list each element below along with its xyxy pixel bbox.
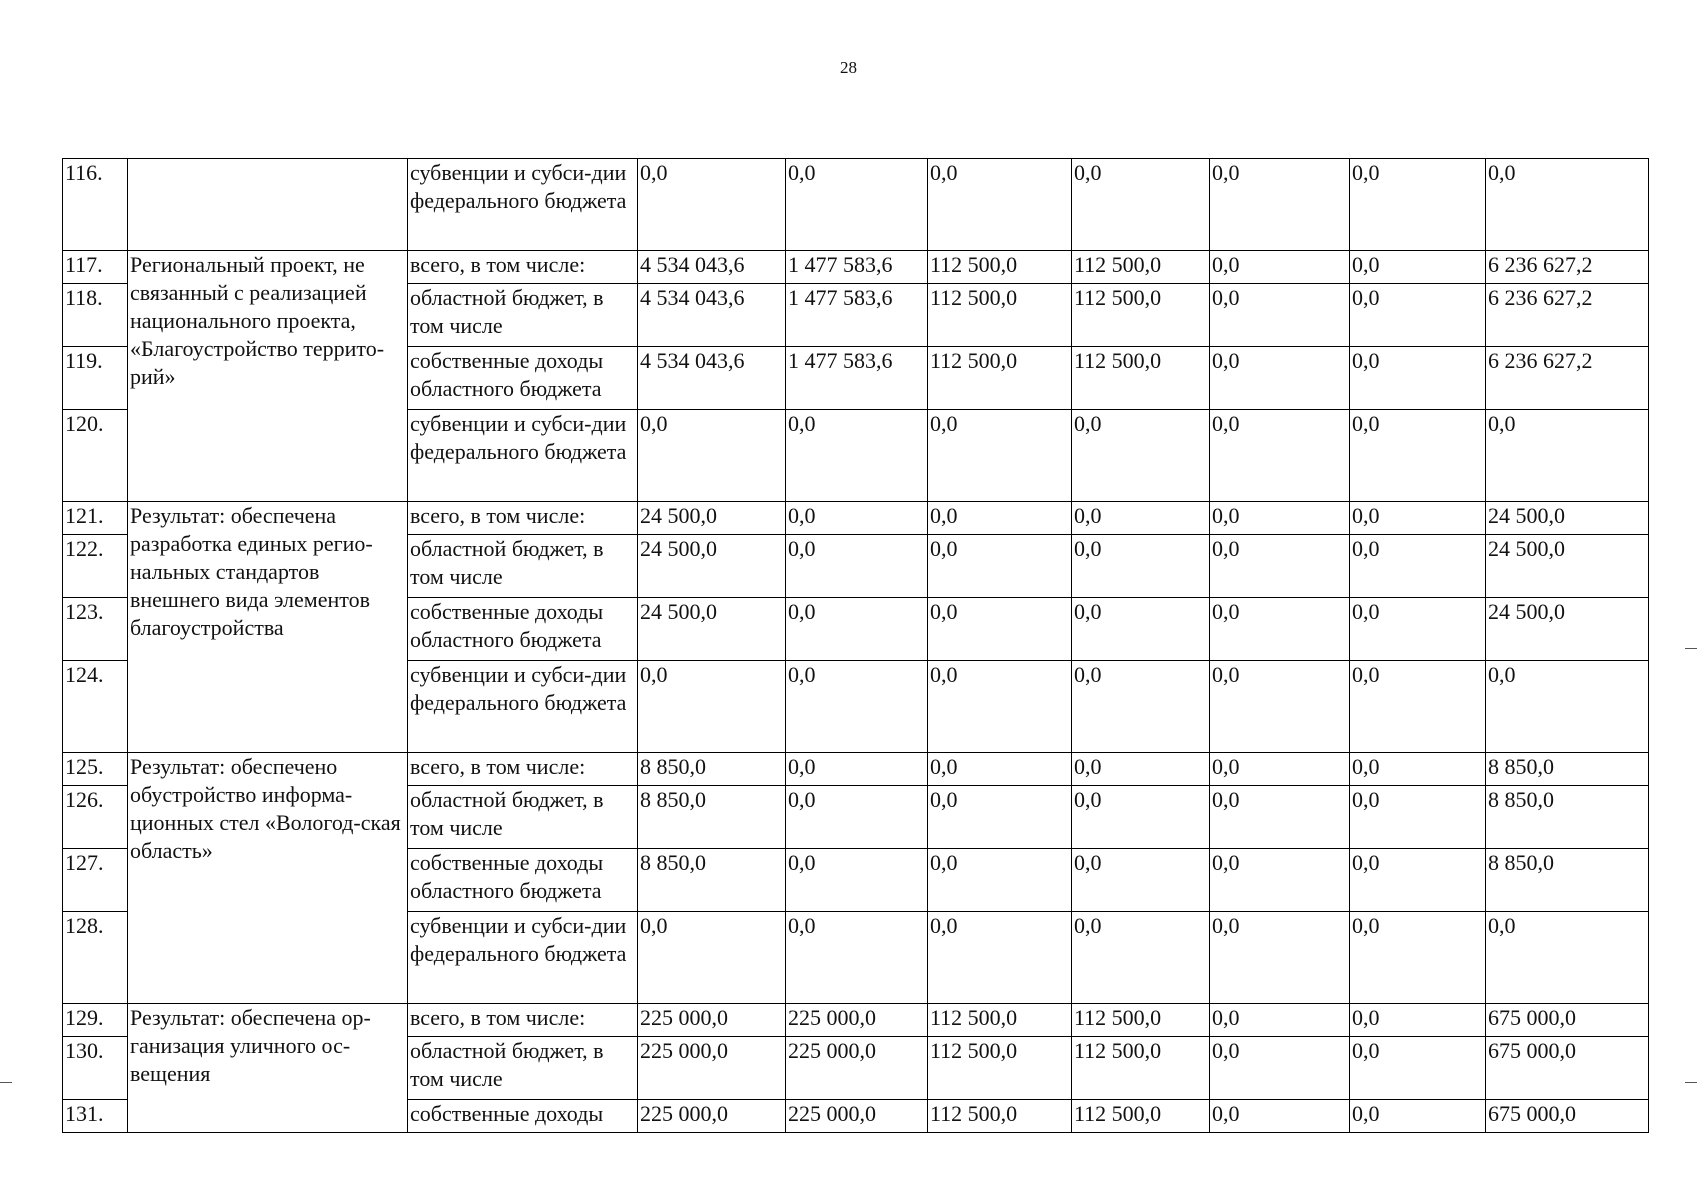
value-cell: 0,0 [1350,502,1486,535]
value-cell: 0,0 [638,912,786,1004]
value-cell: 225 000,0 [638,1100,786,1133]
total-cell: 0,0 [1486,912,1649,1004]
value-cell: 0,0 [1210,753,1350,786]
value-cell: 0,0 [1350,1004,1486,1037]
value-cell: 0,0 [1072,753,1210,786]
funding-source: собственные доходы областного бюджета [408,849,638,912]
value-cell: 0,0 [786,535,928,598]
value-cell: 0,0 [786,410,928,502]
value-cell: 8 850,0 [638,753,786,786]
row-number: 117. [63,251,128,284]
funding-source: собственные доходы областного бюджета [408,347,638,410]
row-number: 119. [63,347,128,410]
table-row [63,251,1649,284]
funding-source: всего, в том числе: [408,753,638,786]
value-cell: 0,0 [638,410,786,502]
funding-source: всего, в том числе: [408,251,638,284]
value-cell: 112 500,0 [1072,1100,1210,1133]
scan-edge-mark [1685,1082,1697,1083]
row-number: 131. [63,1100,128,1133]
value-cell: 1 477 583,6 [786,284,928,347]
value-cell: 0,0 [786,159,928,251]
value-cell: 112 500,0 [1072,1004,1210,1037]
value-cell: 0,0 [1072,535,1210,598]
funding-source: собственные доходы областного бюджета [408,598,638,661]
value-cell: 0,0 [1350,251,1486,284]
value-cell: 112 500,0 [928,1100,1072,1133]
value-cell: 4 534 043,6 [638,251,786,284]
total-cell: 6 236 627,2 [1486,347,1649,410]
value-cell: 0,0 [1072,598,1210,661]
value-cell: 0,0 [928,535,1072,598]
funding-source: всего, в том числе: [408,1004,638,1037]
value-cell: 0,0 [1210,912,1350,1004]
value-cell: 0,0 [928,410,1072,502]
value-cell: 0,0 [1210,598,1350,661]
value-cell: 0,0 [1072,159,1210,251]
value-cell: 0,0 [1350,1037,1486,1100]
value-cell: 0,0 [1072,786,1210,849]
value-cell: 0,0 [1210,535,1350,598]
row-number: 116. [63,159,128,251]
total-cell: 675 000,0 [1486,1100,1649,1133]
row-number: 127. [63,849,128,912]
value-cell: 0,0 [1072,849,1210,912]
total-cell: 0,0 [1486,159,1649,251]
total-cell: 8 850,0 [1486,786,1649,849]
funding-source: областной бюджет, в том числе [408,786,638,849]
value-cell: 225 000,0 [786,1004,928,1037]
value-cell: 112 500,0 [928,1037,1072,1100]
value-cell: 0,0 [928,159,1072,251]
value-cell: 0,0 [1350,1100,1486,1133]
value-cell: 0,0 [1350,849,1486,912]
value-cell: 0,0 [1210,251,1350,284]
total-cell: 675 000,0 [1486,1004,1649,1037]
value-cell: 0,0 [928,753,1072,786]
value-cell: 0,0 [1350,661,1486,753]
value-cell: 8 850,0 [638,786,786,849]
value-cell: 0,0 [1350,159,1486,251]
value-cell: 8 850,0 [638,849,786,912]
value-cell: 0,0 [638,661,786,753]
value-cell: 0,0 [1350,347,1486,410]
row-number: 120. [63,410,128,502]
value-cell: 0,0 [928,598,1072,661]
row-name: Результат: обеспечена ор-ганизация уличного ос-вещения [128,1004,408,1133]
row-number: 124. [63,661,128,753]
value-cell: 0,0 [786,786,928,849]
row-number: 121. [63,502,128,535]
value-cell: 112 500,0 [928,251,1072,284]
value-cell: 1 477 583,6 [786,251,928,284]
value-cell: 0,0 [1210,502,1350,535]
value-cell: 112 500,0 [928,1004,1072,1037]
row-number: 126. [63,786,128,849]
row-number: 125. [63,753,128,786]
value-cell: 112 500,0 [1072,251,1210,284]
total-cell: 24 500,0 [1486,502,1649,535]
funding-source: субвенции и субси-дии федерального бюджета [408,912,638,1004]
page-number: 28 [840,58,857,77]
row-number: 118. [63,284,128,347]
value-cell: 0,0 [1350,535,1486,598]
value-cell: 0,0 [1350,410,1486,502]
value-cell: 0,0 [928,912,1072,1004]
value-cell: 24 500,0 [638,502,786,535]
value-cell: 0,0 [1072,410,1210,502]
total-cell: 675 000,0 [1486,1037,1649,1100]
value-cell: 0,0 [786,912,928,1004]
value-cell: 0,0 [786,502,928,535]
value-cell: 112 500,0 [928,347,1072,410]
value-cell: 225 000,0 [786,1037,928,1100]
value-cell: 0,0 [1072,502,1210,535]
value-cell: 0,0 [928,786,1072,849]
value-cell: 0,0 [1350,284,1486,347]
total-cell: 24 500,0 [1486,535,1649,598]
row-number: 128. [63,912,128,1004]
row-name: Результат: обеспечено обустройство информа-ционных стел «Вологод-ская область» [128,753,408,1004]
value-cell: 225 000,0 [638,1004,786,1037]
row-name: Региональный проект, не связанный с реализацией национального проекта, «Благоустройство террито-рий» [128,251,408,502]
value-cell: 0,0 [928,849,1072,912]
value-cell: 0,0 [786,849,928,912]
total-cell: 0,0 [1486,410,1649,502]
funding-source: областной бюджет, в том числе [408,535,638,598]
row-number: 130. [63,1037,128,1100]
value-cell: 0,0 [1210,849,1350,912]
funding-source: областной бюджет, в том числе [408,1037,638,1100]
value-cell: 0,0 [786,598,928,661]
value-cell: 0,0 [1210,1100,1350,1133]
value-cell: 0,0 [1350,786,1486,849]
table-row [63,753,1649,786]
value-cell: 112 500,0 [1072,347,1210,410]
scan-edge-mark [0,1082,12,1083]
total-cell: 8 850,0 [1486,849,1649,912]
funding-source: субвенции и субси-дии федерального бюджета [408,661,638,753]
row-name [128,159,408,251]
value-cell: 0,0 [1072,912,1210,1004]
value-cell: 112 500,0 [1072,1037,1210,1100]
row-number: 122. [63,535,128,598]
value-cell: 0,0 [1350,598,1486,661]
budget-table [62,158,1649,1133]
value-cell: 0,0 [1210,284,1350,347]
value-cell: 0,0 [1350,912,1486,1004]
value-cell: 0,0 [786,753,928,786]
value-cell: 1 477 583,6 [786,347,928,410]
value-cell: 24 500,0 [638,598,786,661]
value-cell: 0,0 [1210,1037,1350,1100]
value-cell: 0,0 [1210,410,1350,502]
funding-source: областной бюджет, в том числе [408,284,638,347]
value-cell: 24 500,0 [638,535,786,598]
funding-source: субвенции и субси-дии федерального бюджета [408,159,638,251]
value-cell: 0,0 [1210,159,1350,251]
table-row [63,502,1649,535]
value-cell: 0,0 [1210,1004,1350,1037]
table-row [63,159,1649,251]
funding-source: субвенции и субси-дии федерального бюджета [408,410,638,502]
total-cell: 0,0 [1486,661,1649,753]
value-cell: 0,0 [1210,786,1350,849]
value-cell: 0,0 [638,159,786,251]
table-row [63,1004,1649,1037]
value-cell: 0,0 [1350,753,1486,786]
value-cell: 4 534 043,6 [638,284,786,347]
value-cell: 225 000,0 [786,1100,928,1133]
total-cell: 6 236 627,2 [1486,284,1649,347]
value-cell: 0,0 [1072,661,1210,753]
row-number: 123. [63,598,128,661]
value-cell: 112 500,0 [928,284,1072,347]
value-cell: 112 500,0 [1072,284,1210,347]
total-cell: 8 850,0 [1486,753,1649,786]
total-cell: 6 236 627,2 [1486,251,1649,284]
row-number: 129. [63,1004,128,1037]
value-cell: 0,0 [928,502,1072,535]
row-name: Результат: обеспечена разработка единых регио-нальных стандартов внешнего вида элементов благоустройства [128,502,408,753]
funding-source: собственные доходы [408,1100,638,1133]
value-cell: 0,0 [1210,347,1350,410]
funding-source: всего, в том числе: [408,502,638,535]
value-cell: 0,0 [786,661,928,753]
value-cell: 4 534 043,6 [638,347,786,410]
value-cell: 0,0 [928,661,1072,753]
scan-edge-mark [1685,648,1697,649]
value-cell: 225 000,0 [638,1037,786,1100]
total-cell: 24 500,0 [1486,598,1649,661]
value-cell: 0,0 [1210,661,1350,753]
